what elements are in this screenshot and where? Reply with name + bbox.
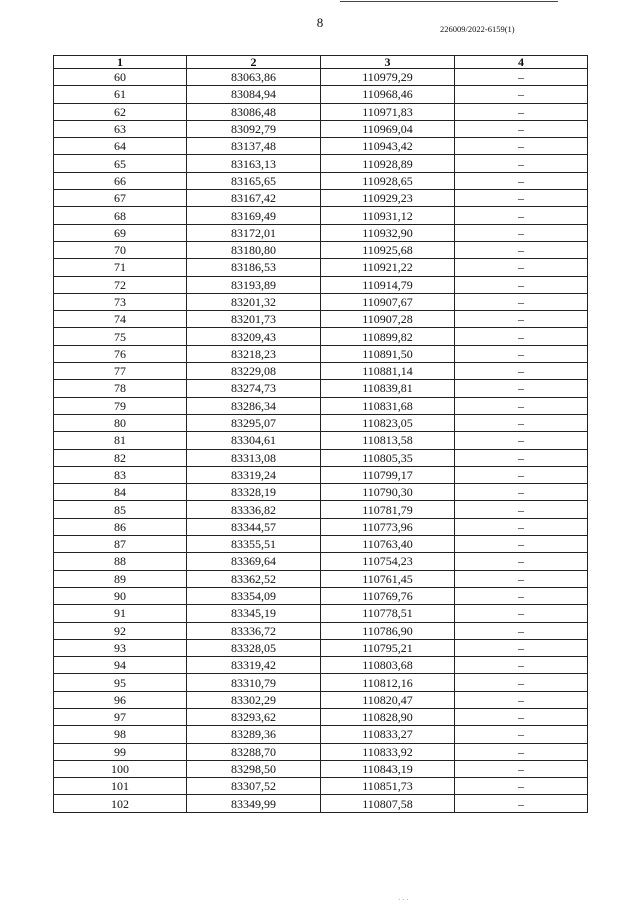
table-row bbox=[54, 570, 588, 587]
point-number-cell: 101 bbox=[54, 778, 187, 795]
x-coordinate-cell: 83186,53 bbox=[187, 259, 321, 276]
y-coordinate-cell: 110799,17 bbox=[321, 466, 455, 483]
y-coordinate-cell: 110881,14 bbox=[321, 363, 455, 380]
x-coordinate-cell: 83319,42 bbox=[187, 657, 321, 674]
y-coordinate-cell: 110833,27 bbox=[321, 726, 455, 743]
x-coordinate-cell: 83165,65 bbox=[187, 172, 321, 189]
point-number-cell: 84 bbox=[54, 484, 187, 501]
note-cell: – bbox=[455, 570, 588, 587]
note-cell: – bbox=[455, 639, 588, 656]
note-cell: – bbox=[455, 553, 588, 570]
x-coordinate-cell: 83328,05 bbox=[187, 639, 321, 656]
point-number-cell: 64 bbox=[54, 138, 187, 155]
point-number-cell: 91 bbox=[54, 605, 187, 622]
table-row bbox=[54, 138, 588, 155]
y-coordinate-cell: 110969,04 bbox=[321, 120, 455, 137]
column-header: 3 bbox=[321, 56, 455, 69]
y-coordinate-cell: 110851,73 bbox=[321, 778, 455, 795]
table-row bbox=[54, 241, 588, 258]
table-row bbox=[54, 155, 588, 172]
point-number-cell: 79 bbox=[54, 397, 187, 414]
x-coordinate-cell: 83086,48 bbox=[187, 103, 321, 120]
table-row bbox=[54, 484, 588, 501]
x-coordinate-cell: 83201,73 bbox=[187, 311, 321, 328]
note-cell: – bbox=[455, 536, 588, 553]
point-number-cell: 99 bbox=[54, 743, 187, 760]
point-number-cell: 66 bbox=[54, 172, 187, 189]
x-coordinate-cell: 83319,24 bbox=[187, 466, 321, 483]
note-cell: – bbox=[455, 657, 588, 674]
point-number-cell: 75 bbox=[54, 328, 187, 345]
table-row bbox=[54, 363, 588, 380]
x-coordinate-cell: 83310,79 bbox=[187, 674, 321, 691]
x-coordinate-cell: 83354,09 bbox=[187, 587, 321, 604]
x-coordinate-cell: 83369,64 bbox=[187, 553, 321, 570]
note-cell: – bbox=[455, 587, 588, 604]
column-header: 4 bbox=[455, 56, 588, 69]
x-coordinate-cell: 83063,86 bbox=[187, 69, 321, 86]
table-row bbox=[54, 414, 588, 431]
x-coordinate-cell: 83298,50 bbox=[187, 760, 321, 777]
point-number-cell: 98 bbox=[54, 726, 187, 743]
y-coordinate-cell: 110899,82 bbox=[321, 328, 455, 345]
note-cell: – bbox=[455, 397, 588, 414]
y-coordinate-cell: 110790,30 bbox=[321, 484, 455, 501]
note-cell: – bbox=[455, 743, 588, 760]
note-cell: – bbox=[455, 345, 588, 362]
x-coordinate-cell: 83355,51 bbox=[187, 536, 321, 553]
note-cell: – bbox=[455, 224, 588, 241]
note-cell: – bbox=[455, 86, 588, 103]
table-row bbox=[54, 657, 588, 674]
x-coordinate-cell: 83137,48 bbox=[187, 138, 321, 155]
x-coordinate-cell: 83288,70 bbox=[187, 743, 321, 760]
point-number-cell: 87 bbox=[54, 536, 187, 553]
y-coordinate-cell: 110813,58 bbox=[321, 432, 455, 449]
table-row bbox=[54, 207, 588, 224]
x-coordinate-cell: 83328,19 bbox=[187, 484, 321, 501]
x-coordinate-cell: 83344,57 bbox=[187, 518, 321, 535]
table-row bbox=[54, 328, 588, 345]
note-cell: – bbox=[455, 363, 588, 380]
note-cell: – bbox=[455, 172, 588, 189]
table-row bbox=[54, 708, 588, 725]
point-number-cell: 78 bbox=[54, 380, 187, 397]
table-row bbox=[54, 691, 588, 708]
note-cell: – bbox=[455, 605, 588, 622]
note-cell: – bbox=[455, 501, 588, 518]
document-id: 226009/2022-6159(1) bbox=[440, 24, 515, 34]
point-number-cell: 80 bbox=[54, 414, 187, 431]
table-row bbox=[54, 587, 588, 604]
x-coordinate-cell: 83293,62 bbox=[187, 708, 321, 725]
x-coordinate-cell: 83336,72 bbox=[187, 622, 321, 639]
y-coordinate-cell: 110786,90 bbox=[321, 622, 455, 639]
table-row bbox=[54, 726, 588, 743]
table-row bbox=[54, 120, 588, 137]
note-cell: – bbox=[455, 414, 588, 431]
note-cell: – bbox=[455, 155, 588, 172]
y-coordinate-cell: 110907,67 bbox=[321, 293, 455, 310]
x-coordinate-cell: 83193,89 bbox=[187, 276, 321, 293]
point-number-cell: 83 bbox=[54, 466, 187, 483]
x-coordinate-cell: 83307,52 bbox=[187, 778, 321, 795]
table-row bbox=[54, 69, 588, 86]
note-cell: – bbox=[455, 432, 588, 449]
point-number-cell: 86 bbox=[54, 518, 187, 535]
table-row bbox=[54, 190, 588, 207]
x-coordinate-cell: 83180,80 bbox=[187, 241, 321, 258]
note-cell: – bbox=[455, 726, 588, 743]
x-coordinate-cell: 83163,13 bbox=[187, 155, 321, 172]
y-coordinate-cell: 110761,45 bbox=[321, 570, 455, 587]
x-coordinate-cell: 83286,34 bbox=[187, 397, 321, 414]
point-number-cell: 94 bbox=[54, 657, 187, 674]
y-coordinate-cell: 110932,90 bbox=[321, 224, 455, 241]
table-row bbox=[54, 501, 588, 518]
point-number-cell: 72 bbox=[54, 276, 187, 293]
table-row bbox=[54, 345, 588, 362]
y-coordinate-cell: 110820,47 bbox=[321, 691, 455, 708]
y-coordinate-cell: 110828,90 bbox=[321, 708, 455, 725]
y-coordinate-cell: 110754,23 bbox=[321, 553, 455, 570]
note-cell: – bbox=[455, 190, 588, 207]
table-row bbox=[54, 432, 588, 449]
point-number-cell: 96 bbox=[54, 691, 187, 708]
note-cell: – bbox=[455, 484, 588, 501]
x-coordinate-cell: 83362,52 bbox=[187, 570, 321, 587]
y-coordinate-cell: 110812,16 bbox=[321, 674, 455, 691]
y-coordinate-cell: 110928,89 bbox=[321, 155, 455, 172]
y-coordinate-cell: 110925,68 bbox=[321, 241, 455, 258]
table-row bbox=[54, 536, 588, 553]
table-row bbox=[54, 276, 588, 293]
point-number-cell: 77 bbox=[54, 363, 187, 380]
table-row bbox=[54, 172, 588, 189]
x-coordinate-cell: 83218,23 bbox=[187, 345, 321, 362]
x-coordinate-cell: 83336,82 bbox=[187, 501, 321, 518]
y-coordinate-cell: 110843,19 bbox=[321, 760, 455, 777]
point-number-cell: 71 bbox=[54, 259, 187, 276]
y-coordinate-cell: 110773,96 bbox=[321, 518, 455, 535]
table-row bbox=[54, 311, 588, 328]
note-cell: – bbox=[455, 120, 588, 137]
y-coordinate-cell: 110805,35 bbox=[321, 449, 455, 466]
point-number-cell: 67 bbox=[54, 190, 187, 207]
x-coordinate-cell: 83274,73 bbox=[187, 380, 321, 397]
point-number-cell: 61 bbox=[54, 86, 187, 103]
note-cell: – bbox=[455, 449, 588, 466]
point-number-cell: 82 bbox=[54, 449, 187, 466]
note-cell: – bbox=[455, 259, 588, 276]
table-row bbox=[54, 760, 588, 777]
point-number-cell: 62 bbox=[54, 103, 187, 120]
column-header: 2 bbox=[187, 56, 321, 69]
point-number-cell: 65 bbox=[54, 155, 187, 172]
x-coordinate-cell: 83229,08 bbox=[187, 363, 321, 380]
x-coordinate-cell: 83092,79 bbox=[187, 120, 321, 137]
point-number-cell: 81 bbox=[54, 432, 187, 449]
point-number-cell: 95 bbox=[54, 674, 187, 691]
x-coordinate-cell: 83302,29 bbox=[187, 691, 321, 708]
note-cell: – bbox=[455, 380, 588, 397]
note-cell: – bbox=[455, 207, 588, 224]
y-coordinate-cell: 110921,22 bbox=[321, 259, 455, 276]
note-cell: – bbox=[455, 466, 588, 483]
table-row bbox=[54, 466, 588, 483]
y-coordinate-cell: 110907,28 bbox=[321, 311, 455, 328]
x-coordinate-cell: 83209,43 bbox=[187, 328, 321, 345]
point-number-cell: 97 bbox=[54, 708, 187, 725]
y-coordinate-cell: 110833,92 bbox=[321, 743, 455, 760]
point-number-cell: 102 bbox=[54, 795, 187, 812]
table-row bbox=[54, 86, 588, 103]
x-coordinate-cell: 83345,19 bbox=[187, 605, 321, 622]
table-row bbox=[54, 259, 588, 276]
point-number-cell: 92 bbox=[54, 622, 187, 639]
y-coordinate-cell: 110839,81 bbox=[321, 380, 455, 397]
note-cell: – bbox=[455, 138, 588, 155]
y-coordinate-cell: 110971,83 bbox=[321, 103, 455, 120]
note-cell: – bbox=[455, 760, 588, 777]
y-coordinate-cell: 110831,68 bbox=[321, 397, 455, 414]
x-coordinate-cell: 83201,32 bbox=[187, 293, 321, 310]
y-coordinate-cell: 110931,12 bbox=[321, 207, 455, 224]
header-rule bbox=[340, 1, 558, 2]
note-cell: – bbox=[455, 311, 588, 328]
point-number-cell: 74 bbox=[54, 311, 187, 328]
coordinates-table bbox=[53, 55, 588, 813]
table-row bbox=[54, 605, 588, 622]
table-row bbox=[54, 639, 588, 656]
note-cell: – bbox=[455, 103, 588, 120]
x-coordinate-cell: 83304,61 bbox=[187, 432, 321, 449]
table-header-row bbox=[54, 56, 588, 69]
table-row bbox=[54, 380, 588, 397]
y-coordinate-cell: 110763,40 bbox=[321, 536, 455, 553]
point-number-cell: 93 bbox=[54, 639, 187, 656]
table-row bbox=[54, 674, 588, 691]
x-coordinate-cell: 83167,42 bbox=[187, 190, 321, 207]
table-row bbox=[54, 778, 588, 795]
x-coordinate-cell: 83172,01 bbox=[187, 224, 321, 241]
table-row bbox=[54, 553, 588, 570]
point-number-cell: 63 bbox=[54, 120, 187, 137]
note-cell: – bbox=[455, 518, 588, 535]
note-cell: – bbox=[455, 69, 588, 86]
point-number-cell: 88 bbox=[54, 553, 187, 570]
y-coordinate-cell: 110979,29 bbox=[321, 69, 455, 86]
note-cell: – bbox=[455, 241, 588, 258]
table-row bbox=[54, 224, 588, 241]
point-number-cell: 70 bbox=[54, 241, 187, 258]
y-coordinate-cell: 110968,46 bbox=[321, 86, 455, 103]
note-cell: – bbox=[455, 708, 588, 725]
table-row bbox=[54, 795, 588, 812]
y-coordinate-cell: 110803,68 bbox=[321, 657, 455, 674]
point-number-cell: 85 bbox=[54, 501, 187, 518]
table-row bbox=[54, 293, 588, 310]
y-coordinate-cell: 110778,51 bbox=[321, 605, 455, 622]
y-coordinate-cell: 110928,65 bbox=[321, 172, 455, 189]
x-coordinate-cell: 83313,08 bbox=[187, 449, 321, 466]
point-number-cell: 76 bbox=[54, 345, 187, 362]
y-coordinate-cell: 110891,50 bbox=[321, 345, 455, 362]
bottom-mark: · · · bbox=[398, 896, 409, 904]
note-cell: – bbox=[455, 795, 588, 812]
table-row bbox=[54, 743, 588, 760]
y-coordinate-cell: 110914,79 bbox=[321, 276, 455, 293]
column-header: 1 bbox=[54, 56, 187, 69]
y-coordinate-cell: 110929,23 bbox=[321, 190, 455, 207]
point-number-cell: 89 bbox=[54, 570, 187, 587]
table-row bbox=[54, 518, 588, 535]
point-number-cell: 73 bbox=[54, 293, 187, 310]
x-coordinate-cell: 83295,07 bbox=[187, 414, 321, 431]
y-coordinate-cell: 110795,21 bbox=[321, 639, 455, 656]
note-cell: – bbox=[455, 293, 588, 310]
table-row bbox=[54, 622, 588, 639]
point-number-cell: 60 bbox=[54, 69, 187, 86]
x-coordinate-cell: 83084,94 bbox=[187, 86, 321, 103]
y-coordinate-cell: 110943,42 bbox=[321, 138, 455, 155]
table-row bbox=[54, 449, 588, 466]
x-coordinate-cell: 83349,99 bbox=[187, 795, 321, 812]
note-cell: – bbox=[455, 328, 588, 345]
y-coordinate-cell: 110769,76 bbox=[321, 587, 455, 604]
table-body bbox=[54, 69, 588, 813]
page-number: 8 bbox=[316, 15, 324, 30]
y-coordinate-cell: 110807,58 bbox=[321, 795, 455, 812]
table-row bbox=[54, 397, 588, 414]
point-number-cell: 100 bbox=[54, 760, 187, 777]
point-number-cell: 90 bbox=[54, 587, 187, 604]
note-cell: – bbox=[455, 778, 588, 795]
x-coordinate-cell: 83289,36 bbox=[187, 726, 321, 743]
y-coordinate-cell: 110781,79 bbox=[321, 501, 455, 518]
note-cell: – bbox=[455, 622, 588, 639]
point-number-cell: 68 bbox=[54, 207, 187, 224]
y-coordinate-cell: 110823,05 bbox=[321, 414, 455, 431]
point-number-cell: 69 bbox=[54, 224, 187, 241]
table-row bbox=[54, 103, 588, 120]
x-coordinate-cell: 83169,49 bbox=[187, 207, 321, 224]
note-cell: – bbox=[455, 276, 588, 293]
note-cell: – bbox=[455, 674, 588, 691]
note-cell: – bbox=[455, 691, 588, 708]
